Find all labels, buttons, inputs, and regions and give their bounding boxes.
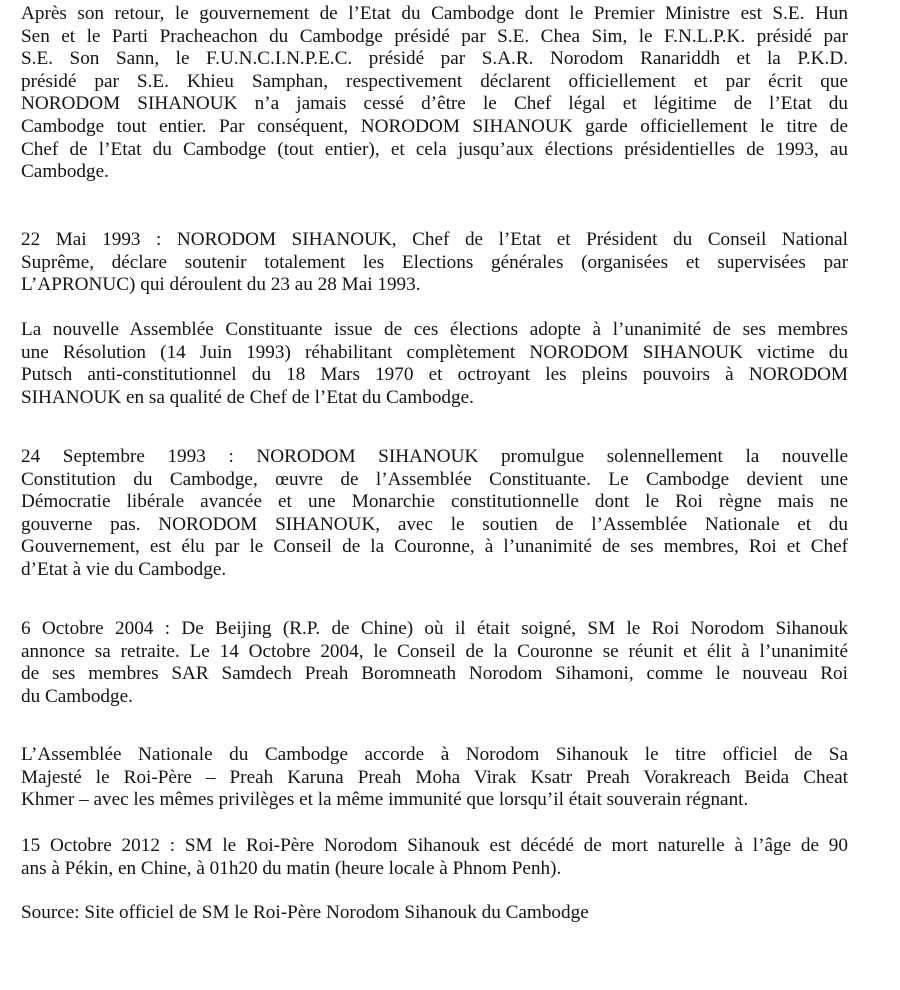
text-line: Gouvernement, est élu par le Conseil de la Couronne, à l’unanimité de ses membres, Roi et Chef (21, 536, 848, 558)
text-line: d’Etat à vie du Cambodge. (21, 558, 227, 580)
text-line: Chef de l’Etat du Cambodge (tout entier), et cela jusqu’aux élections présidentielles de 1993, au (21, 138, 848, 160)
text-line: NORODOM SIHANOUK n’a jamais cessé d’être le Chef légal et légitime de l’Etat du (21, 93, 848, 115)
source-citation (21, 902, 848, 925)
paragraph-constituent-assembly (21, 319, 848, 409)
text-line: 24 Septembre 1993 : NORODOM SIHANOUK promulgue solennellement la nouvelle (21, 446, 848, 467)
text-line: annonce sa retraite. Le 14 Octobre 2004, le Conseil de la Couronne se réunit et élit à l’unanimité (21, 640, 848, 662)
text-line: Constitution du Cambodge, œuvre de l’Assemblée Constituante. Le Cambodge devient une (21, 468, 848, 490)
text-line: Cambodge. (21, 161, 109, 183)
paragraph-october-2012-death (21, 835, 848, 880)
text-line: Après son retour, le gouvernement de l’Etat du Cambodge dont le Premier Ministre est S.E. Hun (21, 3, 848, 24)
text-line: Démocratie libérale avancée et une Monarchie constitutionnelle dont le Roi règne mais ne (21, 491, 848, 513)
text-line: 15 Octobre 2012 : SM le Roi-Père Norodom Sihanouk est décédé de mort naturelle à l’âge de 90 (21, 835, 848, 856)
paragraph-may-1993-elections (21, 229, 848, 297)
text-line: Khmer – avec les mêmes privilèges et la même immunité que lorsqu’il était souverain régnant. (21, 789, 749, 811)
text-line: Suprême, déclare soutenir totalement les Elections générales (organisées et supervisées par (21, 251, 848, 273)
text-line: La nouvelle Assemblée Constituante issue de ces élections adopte à l’unanimité de ses membres (21, 319, 848, 340)
text-line: une Résolution (14 Juin 1993) réhabilitant complètement NORODOM SIHANOUK victime du (21, 341, 848, 363)
text-line: L’APRONUC) qui déroulent du 23 au 28 Mai 1993. (21, 274, 421, 296)
text-line: Putsch anti-constitutionnel du 18 Mars 1970 et octroyant les pleins pouvoirs à NORODOM (21, 364, 848, 386)
text-line: S.E. Son Sann, le F.U.N.C.I.N.P.E.C. présidé par S.A.R. Norodom Ranariddh et la P.K.D. (21, 48, 848, 70)
text-line: 6 Octobre 2004 : De Beijing (R.P. de Chine) où il était soigné, SM le Roi Norodom Sihanouk (21, 618, 848, 639)
text-line: SIHANOUK en sa qualité de Chef de l’Etat du Cambodge. (21, 386, 474, 408)
text-line: 22 Mai 1993 : NORODOM SIHANOUK, Chef de l’Etat et Président du Conseil National (21, 229, 848, 250)
text-line: L’Assemblée Nationale du Cambodge accorde à Norodom Sihanouk le titre officiel de Sa (21, 744, 848, 765)
text-line: Cambodge tout entier. Par conséquent, NORODOM SIHANOUK garde officiellement le titre de (21, 115, 848, 137)
paragraph-king-father-title (21, 744, 848, 812)
text-line: Sen et le Parti Pracheachon du Cambodge présidé par S.E. Chea Sim, le F.N.L.P.K. présidé par (21, 25, 848, 47)
text-line: de ses membres SAR Samdech Preah Boromneath Norodom Sihamoni, comme le nouveau Roi (21, 663, 848, 685)
paragraph-october-2004-abdication (21, 618, 848, 708)
text-line: du Cambodge. (21, 685, 133, 707)
text-line: présidé par S.E. Khieu Samphan, respectivement déclarent officiellement et par écrit que (21, 70, 848, 92)
text-line: Source: Site officiel de SM le Roi-Père Norodom Sihanouk du Cambodge (21, 902, 589, 923)
text-line: Majesté le Roi-Père – Preah Karuna Preah Moha Virak Ksatr Preah Vorakreach Beida Cheat (21, 766, 848, 788)
text-line: ans à Pékin, en Chine, à 01h20 du matin (heure locale à Phnom Penh). (21, 857, 562, 879)
paragraph-september-1993-constitution (21, 446, 848, 582)
paragraph-return-recognition (21, 3, 848, 184)
text-line: gouverne pas. NORODOM SIHANOUK, avec le soutien de l’Assemblée Nationale et du (21, 513, 848, 535)
